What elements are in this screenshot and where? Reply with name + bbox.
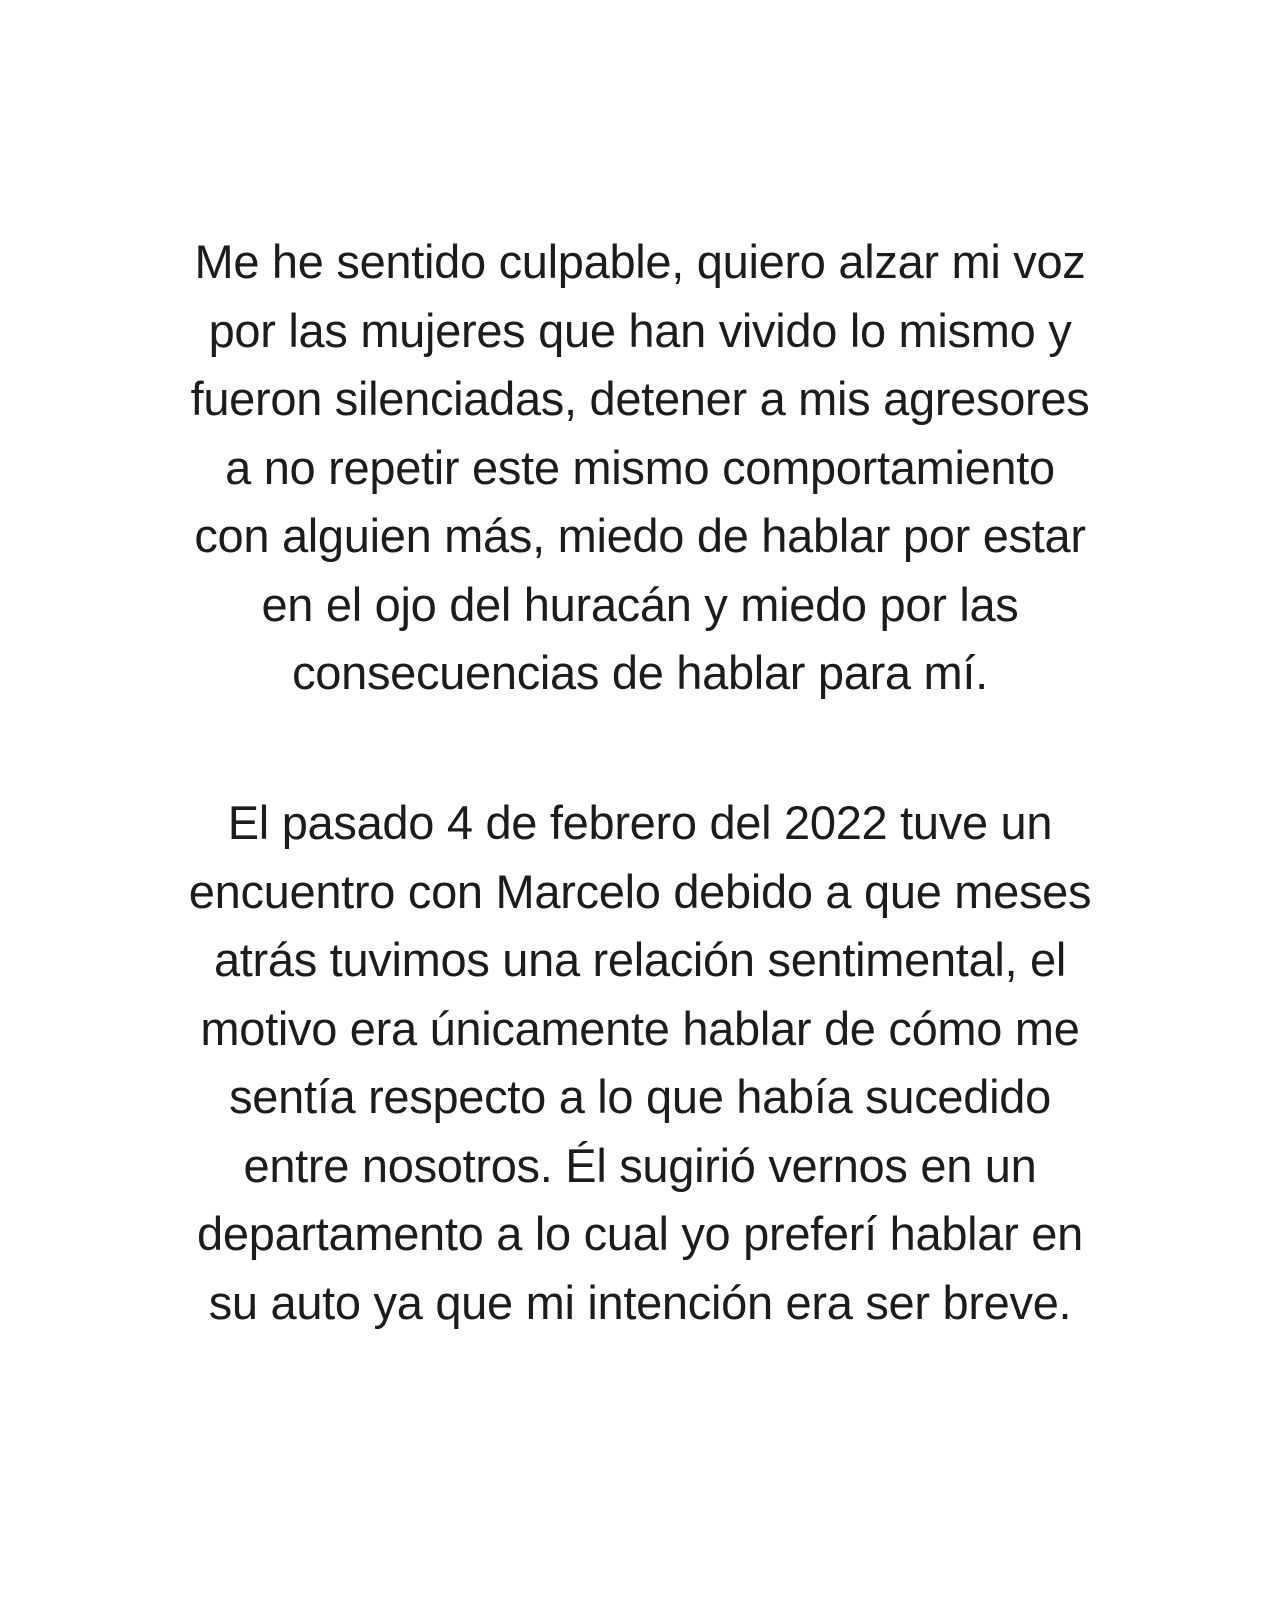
paragraph-1-line: consecuencias de hablar para mí. xyxy=(292,646,988,699)
paragraph-2-line: atrás tuvimos una relación sentimental, el xyxy=(213,933,1067,986)
paragraph-2-line: encuentro con Marcelo debido a que meses xyxy=(188,864,1092,918)
paragraph-2-line: El pasado 4 de febrero del 2022 tuve un xyxy=(227,796,1053,849)
paragraph-1-line: Me he sentido culpable, quiero alzar mi voz xyxy=(194,235,1086,288)
paragraph-1-line: a no repetir este mismo comportamiento xyxy=(225,440,1055,494)
paragraph-1-line: en el ojo del huracán y miedo por las xyxy=(261,577,1019,631)
paragraph-1 xyxy=(90,228,1190,708)
paragraph-2-line: su auto ya que mi intención era ser breve. xyxy=(208,1275,1072,1329)
paragraph-1-line: con alguien más, miedo de hablar por estar xyxy=(194,509,1086,562)
paragraph-2-line: motivo era únicamente hablar de cómo me xyxy=(200,1001,1080,1055)
paragraph-2 xyxy=(90,789,1190,1337)
paragraph-2-line: entre nosotros. Él sugirió vernos en un xyxy=(243,1138,1037,1192)
paragraph-1-line: fueron silenciadas, detener a mis agresores xyxy=(190,372,1090,425)
paragraph-2-line: departamento a lo cual yo preferí hablar en xyxy=(197,1207,1083,1260)
paragraph-1-line: por las mujeres que han vivido lo mismo y xyxy=(208,303,1072,357)
paragraph-2-line: sentía respecto a lo que había sucedido xyxy=(229,1070,1051,1123)
